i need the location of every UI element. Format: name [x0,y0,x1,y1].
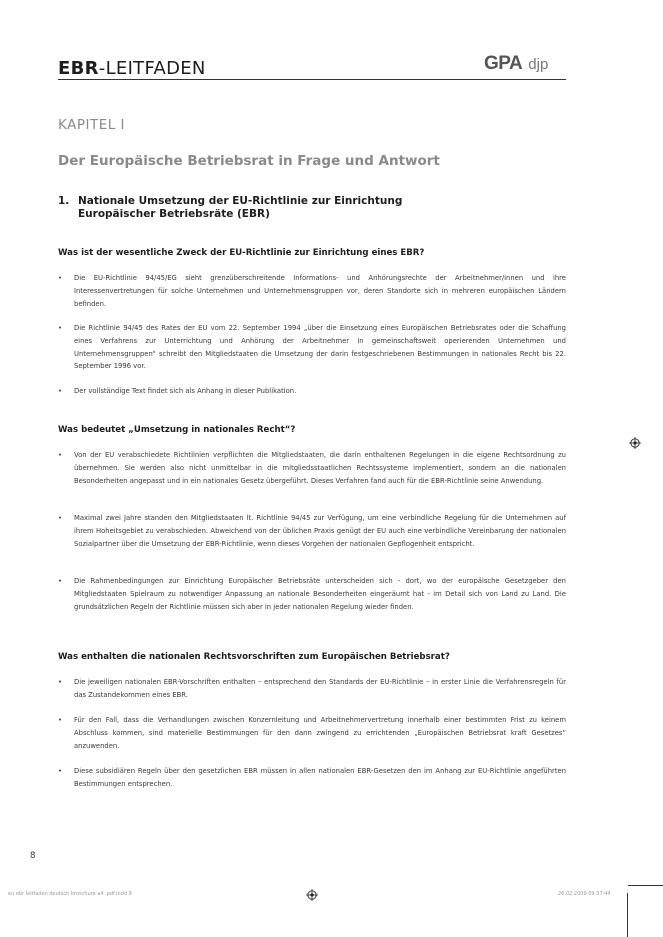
bullet-marker: • [58,274,63,282]
bullet-text: Die jeweiligen nationalen EBR-Vorschriften enthalten – entsprechend den Standards der EU-Richtlinie – in erster Linie die Verfahrensregeln für das Zustandekommen eines EBR. [74,678,566,699]
list-item [58,385,566,398]
list-item [58,322,566,373]
bullet-marker: • [58,514,63,522]
bullet-text: Der vollständige Text findet sich als Anhang in dieser Publikation. [74,387,297,395]
bullet-marker: • [58,451,63,459]
bullet-marker: • [58,767,63,775]
bullet-marker: • [58,716,63,724]
list-item [58,676,566,702]
bullet-marker: • [58,324,63,332]
chapter-subtitle: Der Europäische Betriebsrat in Frage und Antwort [58,153,440,169]
document-header-title [58,58,206,79]
print-slug-filename: eu ebr leitfaden deutsch broschure a4 .pdf.indd 8 [8,891,132,897]
header-title-bold: EBR [58,58,99,79]
bullet-text: Maximal zwei Jahre standen den Mitgliedstaaten lt. Richtlinie 94/45 zur Verfügung, um eine verbindliche Regelung für die Unternehmen auf ihrem Hoheitsgebiet zu verabschieden. Abweichend von der üblichen Praxis genügt der EU auch eine verbindliche Vereinbarung der nationalen Sozialpartner über die Umsetzung der EBR-Richtlinie, wenn dieses Vorgehen der nationalen Gepflogenheit entspricht. [74,514,566,548]
list-item [58,765,566,791]
bullet-text: Für den Fall, dass die Verhandlungen zwischen Konzernleitung und Arbeitnehmervertretung innerhalb einer bestimmten Frist zu keinem Abschluss kommen, sind materielle Bestimmungen für den dann zwingend zu errichtenden „Europäischen Betriebsrat kraft Gesetzes“ anzuwenden. [74,716,566,750]
bullet-text: Die Rahmenbedingungen zur Einrichtung Europäischer Betriebsräte unterscheiden sich - dort, wo der europäische Gesetzgeber den Mitgliedstaaten Spielraum zu notwendiger Anpassung an nationale Besonderheiten eingeräumt hat - im Detail sich von Land zu Land. Die grundsätzlichen Regeln der Richtlinie müssen sich aber in jeder nationalen Regelung wieder finden. [74,577,566,611]
registration-mark-icon [306,889,318,901]
list-item [58,272,566,310]
crop-mark-vertical [627,893,628,937]
page-number: 8 [30,851,36,861]
chapter-heading: KAPITEL I [58,117,126,133]
question-heading: Was enthalten die nationalen Rechtsvorschriften zum Europäischen Betriebsrat? [58,652,450,662]
bullet-text: Die EU-Richtlinie 94/45/EG sieht grenzüberschreitende Informations- und Anhörungsrechte der Arbeitnehmer/innen und ihre Interessenvertretungen für solche Unternehmen und Unternehmensgruppen vor, deren Standorte sich in mehreren europäischen Ländern befinden. [74,274,566,308]
bullet-marker: • [58,387,63,395]
bullet-marker: • [58,678,63,686]
list-item [58,714,566,752]
question-heading: Was bedeutet „Umsetzung in nationales Recht“? [58,425,296,435]
registration-mark-icon [629,437,641,449]
header-title-rest: -LEITFADEN [98,58,206,79]
bullet-text: Die Richtlinie 94/45 des Rates der EU vom 22. September 1994 „über die Einsetzung eines Europäischen Betriebsrates oder die Schaffung eines Verfahrens zur Unterrichtung und Anhörung der Arbeitnehmer in gemeinschaftsweit operierenden Unternehmen und Unternehmensgruppen“ schreibt den Mitgliedstaaten die Umsetzung der darin festgeschriebenen Bestimmungen in nationales Recht bis 22. September 1996 vor. [74,324,566,371]
logo-main: GPA [484,53,523,74]
list-item [58,512,566,550]
section-title-line2: Europäischer Betriebsräte (EBR) [78,208,270,220]
crop-mark-horizontal [628,885,663,886]
gpa-djp-logo [484,53,548,75]
bullet-marker: • [58,577,63,585]
section-number: 1. [58,195,70,207]
section-heading [58,195,402,221]
bullet-text: Diese subsidiären Regeln über den gesetzlichen EBR müssen in allen nationalen EBR-Gesetzen den im Anhang zur EU-Richtlinie angeführten Bestimmungen entsprechen. [74,767,566,788]
question-heading: Was ist der wesentliche Zweck der EU-Richtlinie zur Einrichtung eines EBR? [58,248,425,258]
bullet-text: Von der EU verabschiedete Richtlinien verpflichten die Mitgliedstaaten, die darin enthaltenen Regelungen in die eigene Rechtsordnung zu übernehmen. Sie werden also nicht unmittelbar in die mitgliedsstaatlichen Rechtssysteme implementiert, sondern an die nationalen Besonderheiten angepasst und in ein nationales Gesetz übergeführt. Dieses Verfahren fand auch für die EBR-Richtlinie seine Anwendung. [74,451,566,485]
list-item [58,575,566,613]
list-item [58,449,566,487]
header-rule [58,79,566,80]
logo-sub: djp [528,56,549,73]
print-slug-timestamp: 26.02.2009 09:37:44 [558,891,611,897]
section-title-line1: Nationale Umsetzung der EU-Richtlinie zur Einrichtung [78,195,403,207]
